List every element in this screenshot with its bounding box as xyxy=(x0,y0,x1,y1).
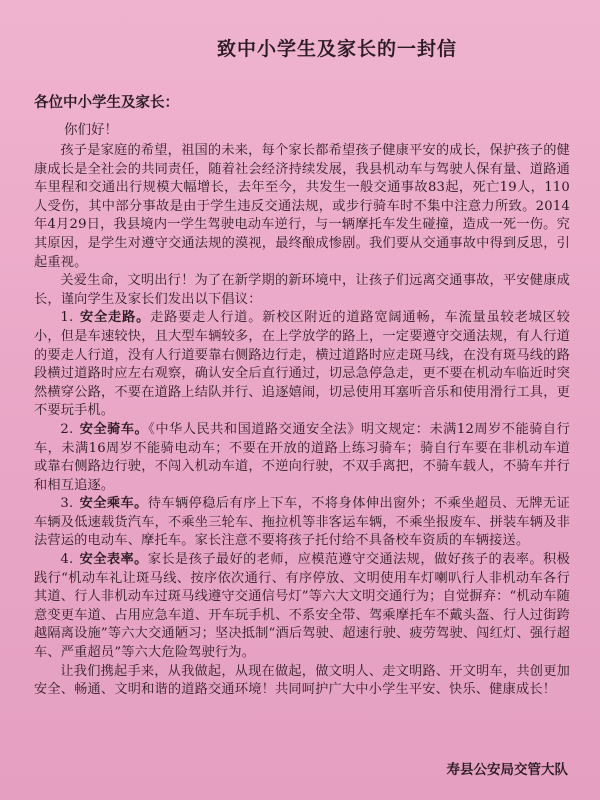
signature: 寿县公安局交管大队 xyxy=(446,762,568,778)
item-text: 家长是孩子最好的老师，应模范遵守交通法规，做好孩子的表率。积极践行“机动车礼让斑马线、按序依次通行、有序停放、文明使用车灯喇叭行人非机动车各行其道、行人非机动车过斑马线遵守交通信号灯”等六大文明交通行为；自觉摒弃：“机动车随意变更车道、占用应急车道、开车玩手机、不系安全带、驾乘摩托车不戴头盔、行人过街跨越隔离设施”等六大交通陋习；坚决抵制“酒后驾驶、超速行驶、疲劳驾驶、闯红灯、强行超车、严重超员”等六大危险驾驶行为。 xyxy=(34,552,571,661)
paragraph-appeal: 关爱生命，文明出行！为了在新学期的新环境中，让孩子们远离交通事故，平安健康成长，谨向学生及家长们发出以下倡议： xyxy=(34,273,570,307)
paragraph-background: 孩子是家庭的希望，祖国的未来，每个家长都希望孩子健康平安的成长，保护孩子的健康成长是全社会的共同责任，随着社会经济持续发展，我县机动车与驾驶人保有量、道路通车里程和交通出行规模大幅增长，去年至今，共发生一般交通事故83起，死亡19人，110人受伤，其中部分事故是由于学生违反交通法规，或步行骑车时不集中注意力所致。2014年4月29日，我县境内一学生驾驶电动车逆行，与一辆摩托车发生碰撞，造成一死一伤。究其原因，是学生对遵守交通法规的漠视，最终酿成惨剧。我们要从交通事故中得到反思，引起重视。 xyxy=(34,143,570,270)
item-heading: 安全骑车。 xyxy=(79,421,149,437)
item-heading: 安全表率。 xyxy=(79,552,148,568)
item-safe-riding xyxy=(34,495,570,551)
item-text: 走路要走人行道。新校区附近的道路宽阔通畅，车流量虽较老城区较小，但是车速较快，且大型车辆较多，在上学放学的路上，一定要遵守交通法规，有人行道的要走人行道，没有人行道要靠右侧路边行走，横过道路时应走斑马线，在没有斑马线的路段横过道路时应左右观察，确认安全后直行通过，切忌急停急走，更不要在机动车临近时突然横穿公路，不要在道路上结队并行、追逐嬉闹，切忌使用耳塞听音乐和使用滑行工具，更不要玩手机。 xyxy=(34,310,571,419)
letter-title: 致中小学生及家长的一封信 xyxy=(216,38,457,60)
paragraph-closing: 让我们携起手来，从我做起，从现在做起，做文明人、走文明路、开文明车，共创更加安全、畅通、文明和谐的道路交通环境！共同呵护广大中小学生平安、快乐、健康成长！ xyxy=(34,663,570,698)
item-text: 《中华人民共和国道路交通安全法》明文规定：未满12周岁不能骑自行车，未满16周岁不能骑电动车；不要在开放的道路上练习骑车；骑自行车要在非机动车道或靠右侧路边行驶，不闯入机动车道，不逆向行驶，不双手离把，不骑车载人，不骑车并行和相互追逐。 xyxy=(34,421,571,493)
item-number: 2. xyxy=(60,421,74,437)
item-text: 待车辆停稳后有序上下车，不将身体伸出窗外；不乘坐超员、无牌无证车辆及低速载货汽车，不乘坐三轮车、拖拉机等非客运车辆，不乘坐报废车、拼装车辆及非法营运的电动车、摩托车。家长注意不要将孩子托付给不具备校车资质的车辆接送。 xyxy=(34,496,571,549)
item-number: 3. xyxy=(60,496,74,512)
item-number: 4. xyxy=(60,552,74,568)
salutation: 各位中小学生及家长： xyxy=(34,95,179,111)
item-safe-cycling xyxy=(34,421,570,495)
item-heading: 安全乘车。 xyxy=(79,496,148,512)
greeting: 你们好！ xyxy=(64,122,118,138)
item-safe-walking xyxy=(34,309,570,421)
item-heading: 安全走路。 xyxy=(79,310,151,326)
item-role-model xyxy=(34,551,570,663)
item-number: 1. xyxy=(60,310,74,326)
